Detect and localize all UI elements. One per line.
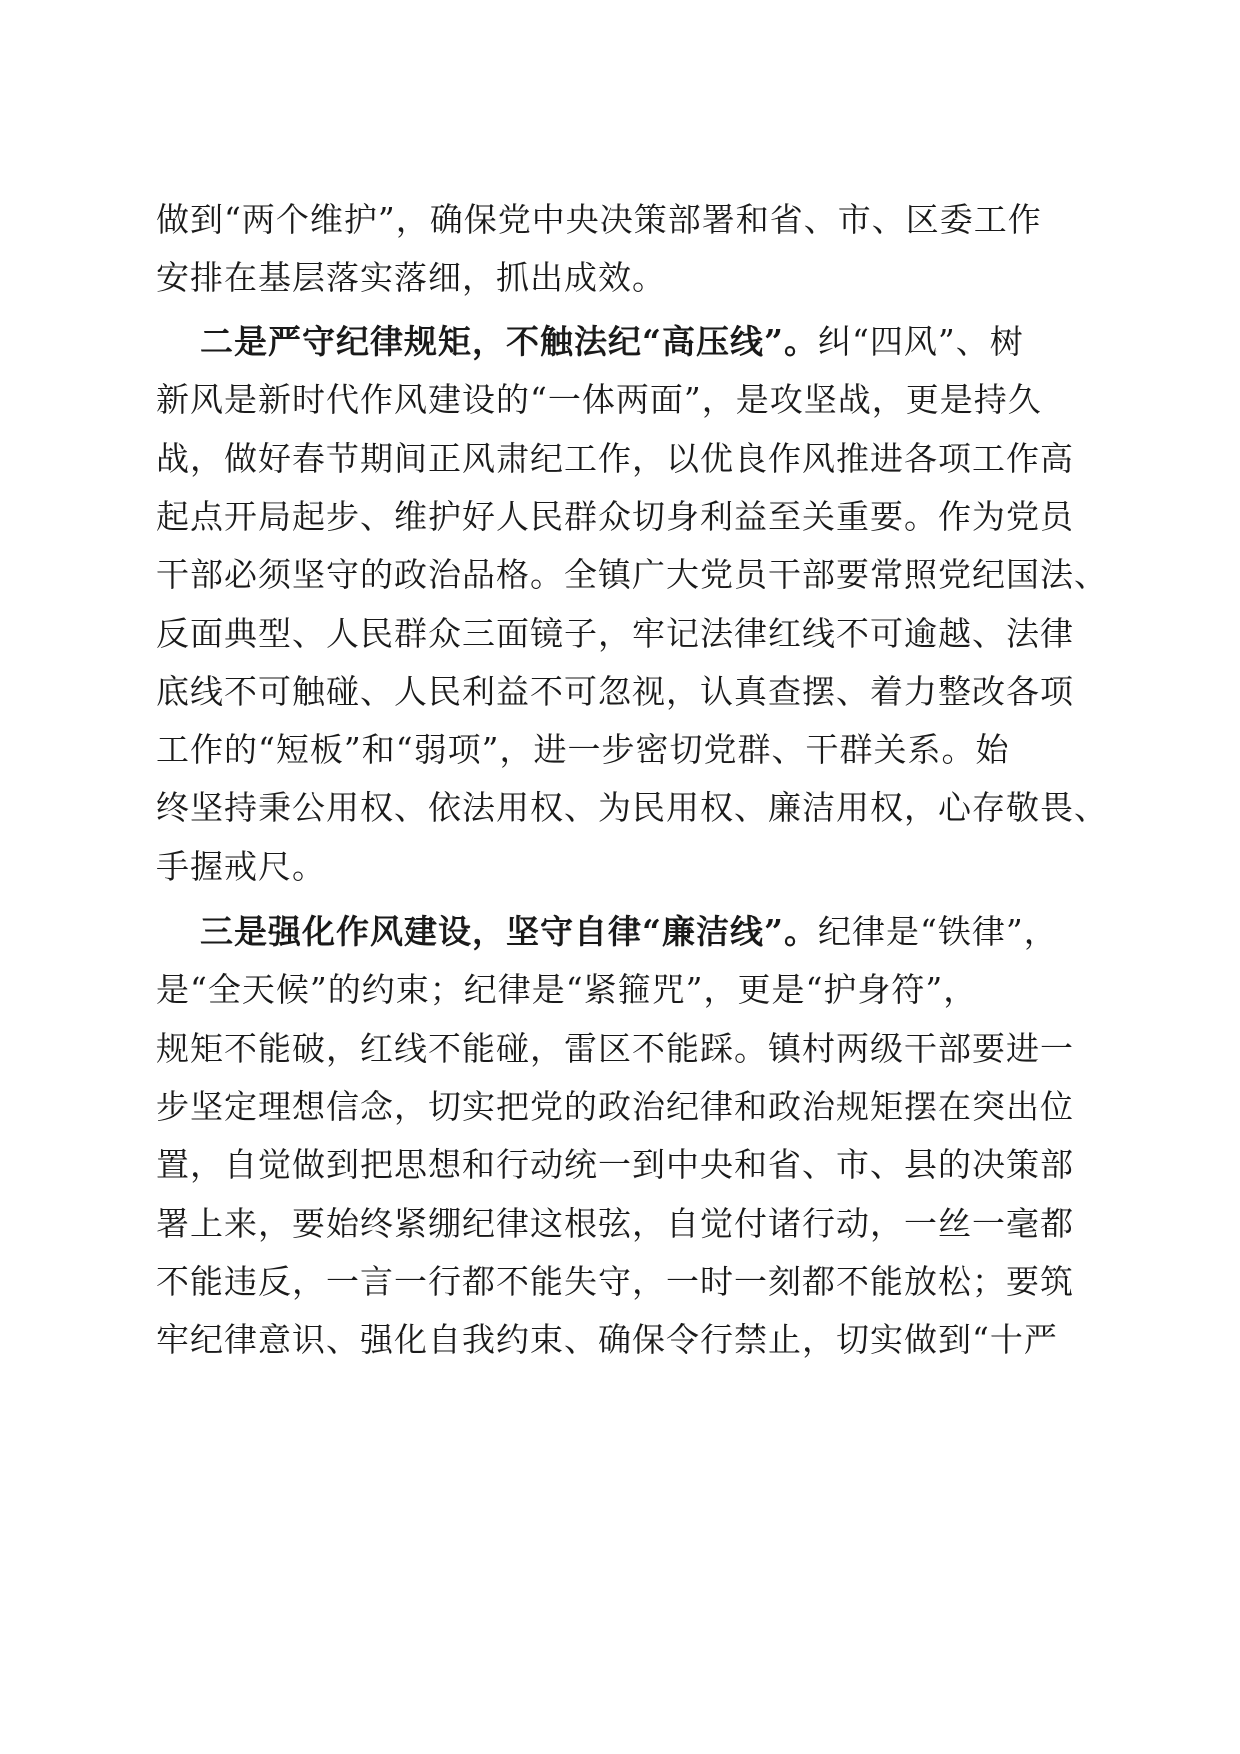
text-line [156, 555, 1108, 595]
bold-heading-text: 二是严守纪律规矩，不触法纪“高压线”。 [200, 322, 818, 361]
text-line [156, 1145, 1074, 1185]
body-text: 不能违反，一言一行都不能失守，一时一刻都不能放松；要筑 [156, 1261, 1074, 1301]
body-text: 手握戒尺。 [156, 846, 326, 886]
text-line [156, 258, 666, 298]
bold-heading-text: 三是强化作风建设，坚守自律“廉洁线”。 [200, 912, 818, 951]
text-line [156, 614, 1074, 654]
text-line [156, 672, 1074, 712]
body-text: 反面典型、人民群众三面镜子，牢记法律红线不可逾越、法律 [156, 613, 1074, 653]
text-line [156, 788, 1108, 828]
body-text: 做到“两个维护”，确保党中央决策部署和省、市、区委工作 [156, 200, 1042, 239]
text-line [156, 200, 1042, 240]
text-line [156, 847, 326, 887]
body-text: 起点开局起步、维护好人民群众切身利益至关重要。作为党员 [156, 496, 1074, 536]
text-line [156, 1262, 1074, 1302]
body-text: 置，自觉做到把思想和行动统一到中央和省、市、县的决策部 [156, 1145, 1074, 1185]
body-text: 步坚定理想信念，切实把党的政治纪律和政治规矩摆在突出位 [156, 1086, 1074, 1126]
text-line [156, 730, 1009, 770]
body-text: 战，做好春节期间正风肃纪工作，以优良作风推进各项工作高 [156, 438, 1074, 478]
body-text: 规矩不能破，红线不能碰，雷区不能踩。镇村两级干部要进一 [156, 1028, 1074, 1068]
text-line [200, 322, 1024, 362]
text-line [156, 1029, 1074, 1069]
text-line [156, 1320, 1058, 1360]
text-line [156, 380, 1042, 420]
body-text: 纪律是“铁律”， [817, 912, 1058, 951]
body-text: 新风是新时代作风建设的“一体两面”，是攻坚战，更是持久 [156, 380, 1042, 420]
text-line [156, 970, 977, 1010]
text-line [156, 439, 1074, 479]
body-text: 底线不可触碰、人民利益不可忽视，认真查摆、着力整改各项 [156, 671, 1074, 711]
body-text: 安排在基层落实落细，抓出成效。 [156, 258, 666, 298]
body-text: 牢纪律意识、强化自我约束、确保令行禁止，切实做到“十严 [156, 1320, 1058, 1360]
body-text: 署上来，要始终紧绷纪律这根弦，自觉付诸行动，一丝一毫都 [156, 1203, 1074, 1243]
body-text: 纠“四风”、树 [817, 322, 1024, 361]
body-text: 干部必须坚守的政治品格。全镇广大党员干部要常照党纪国法、 [156, 555, 1108, 595]
text-line [156, 497, 1074, 537]
text-line [156, 1087, 1074, 1127]
text-line [200, 912, 1058, 952]
body-text: 是“全天候”的约束；纪律是“紧箍咒”，更是“护身符”， [156, 970, 978, 1010]
body-text: 工作的“短板”和“弱项”，进一步密切党群、干群关系。始 [156, 730, 1010, 770]
text-line [156, 1204, 1074, 1244]
body-text: 终坚持秉公用权、依法用权、为民用权、廉洁用权，心存敬畏、 [156, 788, 1108, 828]
